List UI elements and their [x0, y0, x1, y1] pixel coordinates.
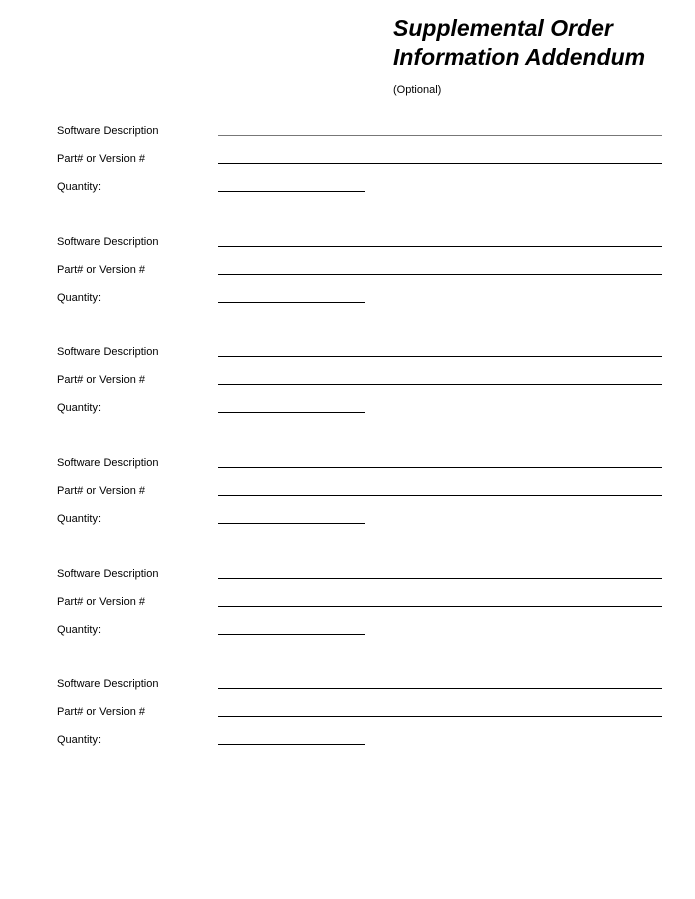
- software-description-label: Software Description: [57, 568, 159, 580]
- order-entry-5: [0, 567, 695, 647]
- quantity-field[interactable]: [218, 744, 365, 745]
- order-entry-2: [0, 235, 695, 315]
- part-version-field[interactable]: [218, 274, 662, 275]
- quantity-label: Quantity:: [57, 734, 102, 746]
- software-description-row: [0, 567, 695, 587]
- software-description-row: [0, 456, 695, 476]
- quantity-row: [0, 512, 695, 532]
- quantity-label: Quantity:: [57, 292, 102, 304]
- part-version-label: Part# or Version #: [57, 596, 146, 608]
- part-version-field[interactable]: [218, 495, 662, 496]
- part-version-label: Part# or Version #: [57, 264, 146, 276]
- part-version-label: Part# or Version #: [57, 485, 146, 497]
- quantity-label: Quantity:: [57, 402, 102, 414]
- quantity-field[interactable]: [218, 412, 365, 413]
- quantity-row: [0, 623, 695, 643]
- page-title: [393, 14, 683, 72]
- order-entry-1: [0, 124, 695, 204]
- software-description-row: [0, 677, 695, 697]
- part-version-row: [0, 263, 695, 283]
- part-version-label: Part# or Version #: [57, 374, 146, 386]
- page-title-line-2: Information Addendum: [393, 44, 646, 70]
- software-description-field[interactable]: [218, 246, 662, 247]
- part-version-field[interactable]: [218, 606, 662, 607]
- quantity-row: [0, 733, 695, 753]
- software-description-field[interactable]: [218, 467, 662, 468]
- software-description-field[interactable]: [218, 135, 662, 136]
- quantity-field[interactable]: [218, 191, 365, 192]
- software-description-row: [0, 345, 695, 365]
- part-version-row: [0, 595, 695, 615]
- software-description-label: Software Description: [57, 236, 159, 248]
- software-description-label: Software Description: [57, 457, 159, 469]
- order-entry-3: [0, 345, 695, 425]
- software-description-row: [0, 124, 695, 144]
- quantity-label: Quantity:: [57, 513, 102, 525]
- part-version-row: [0, 373, 695, 393]
- part-version-field[interactable]: [218, 163, 662, 164]
- software-description-row: [0, 235, 695, 255]
- page-title-line-1: Supplemental Order: [393, 15, 613, 41]
- software-description-field[interactable]: [218, 688, 662, 689]
- software-description-field[interactable]: [218, 356, 662, 357]
- part-version-field[interactable]: [218, 384, 662, 385]
- quantity-label: Quantity:: [57, 624, 102, 636]
- quantity-field[interactable]: [218, 634, 365, 635]
- part-version-field[interactable]: [218, 716, 662, 717]
- part-version-row: [0, 152, 695, 172]
- part-version-label: Part# or Version #: [57, 706, 146, 718]
- quantity-field[interactable]: [218, 523, 365, 524]
- software-description-field[interactable]: [218, 578, 662, 579]
- software-description-label: Software Description: [57, 678, 159, 690]
- quantity-row: [0, 401, 695, 421]
- software-description-label: Software Description: [57, 125, 159, 137]
- optional-note: (Optional): [393, 84, 442, 96]
- order-entry-6: [0, 677, 695, 757]
- part-version-label: Part# or Version #: [57, 153, 146, 165]
- software-description-label: Software Description: [57, 346, 159, 358]
- part-version-row: [0, 484, 695, 504]
- quantity-field[interactable]: [218, 302, 365, 303]
- part-version-row: [0, 705, 695, 725]
- order-entry-4: [0, 456, 695, 536]
- quantity-row: [0, 291, 695, 311]
- quantity-label: Quantity:: [57, 181, 102, 193]
- quantity-row: [0, 180, 695, 200]
